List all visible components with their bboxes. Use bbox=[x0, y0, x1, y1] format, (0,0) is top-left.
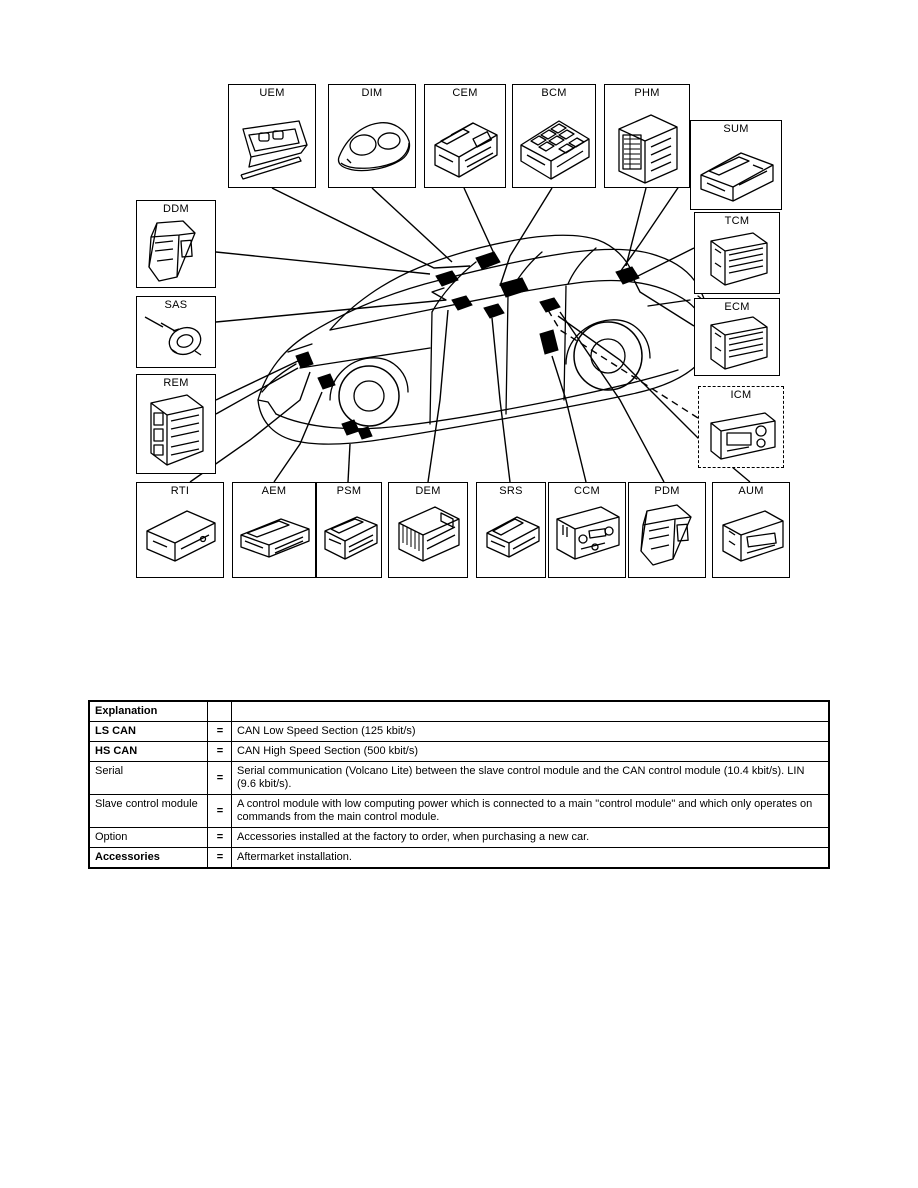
module-box-phm[interactable] bbox=[604, 84, 690, 188]
module-label-sum: SUM bbox=[723, 123, 749, 135]
module-label-srs: SRS bbox=[499, 485, 523, 497]
module-label-dem: DEM bbox=[415, 485, 441, 497]
passenger-door-module-icon bbox=[629, 497, 705, 577]
legend-description: Accessories installed at the factory to order, when purchasing a new car. bbox=[232, 828, 830, 848]
module-box-uem[interactable] bbox=[228, 84, 316, 188]
table-row bbox=[89, 848, 829, 869]
legend-description: A control module with low computing power which is connected to a main "control module" and which only operates on commands from the main control module. bbox=[232, 795, 830, 828]
module-box-ecm[interactable] bbox=[694, 298, 780, 376]
module-label-cem: CEM bbox=[452, 87, 478, 99]
module-box-rti[interactable] bbox=[136, 482, 224, 578]
rear-view-mirror-module-icon bbox=[229, 99, 315, 187]
module-box-dem[interactable] bbox=[388, 482, 468, 578]
driver-door-module-icon bbox=[137, 215, 215, 287]
module-label-rti: RTI bbox=[170, 485, 190, 497]
instrument-cluster-module-icon bbox=[329, 99, 415, 187]
supplemental-restraint-system-module-icon bbox=[477, 497, 545, 577]
auxiliary-electronic-module-icon bbox=[233, 497, 315, 577]
legend-description: CAN Low Speed Section (125 kbit/s) bbox=[232, 722, 830, 742]
legend-term: Serial bbox=[89, 762, 208, 795]
module-label-pdm: PDM bbox=[654, 485, 680, 497]
module-box-cem[interactable] bbox=[424, 84, 506, 188]
differential-electronic-module-icon bbox=[389, 497, 467, 577]
module-box-ddm[interactable] bbox=[136, 200, 216, 288]
legend-equals: = bbox=[208, 742, 232, 762]
legend-description: Aftermarket installation. bbox=[232, 848, 830, 869]
steering-angle-sensor-icon bbox=[137, 311, 215, 367]
module-box-icm[interactable] bbox=[698, 386, 784, 468]
module-box-sas[interactable] bbox=[136, 296, 216, 368]
module-box-bcm[interactable] bbox=[512, 84, 596, 188]
table-header-explanation: Explanation bbox=[89, 701, 208, 722]
audio-module-icon bbox=[713, 497, 789, 577]
table-row bbox=[89, 722, 829, 742]
passenger-seat-module-icon bbox=[317, 497, 381, 577]
legend-term: Accessories bbox=[89, 848, 208, 869]
module-label-bcm: BCM bbox=[541, 87, 567, 99]
module-label-sas: SAS bbox=[164, 299, 188, 311]
legend-term: HS CAN bbox=[89, 742, 208, 762]
rear-electronic-module-icon bbox=[137, 389, 215, 473]
module-label-tcm: TCM bbox=[724, 215, 750, 227]
table-header-description bbox=[232, 701, 830, 722]
module-label-phm: PHM bbox=[634, 87, 660, 99]
infotainment-control-module-icon bbox=[699, 401, 783, 467]
module-label-aum: AUM bbox=[738, 485, 764, 497]
phone-module-icon bbox=[605, 99, 689, 187]
module-box-sum[interactable] bbox=[690, 120, 782, 210]
module-box-srs[interactable] bbox=[476, 482, 546, 578]
central-electronic-module-icon bbox=[425, 99, 505, 187]
suspension-module-icon bbox=[691, 135, 781, 209]
module-label-ecm: ECM bbox=[724, 301, 750, 313]
legend-equals: = bbox=[208, 828, 232, 848]
module-box-aum[interactable] bbox=[712, 482, 790, 578]
table-header-equals bbox=[208, 701, 232, 722]
legend-equals: = bbox=[208, 762, 232, 795]
table-row bbox=[89, 795, 829, 828]
legend-equals: = bbox=[208, 795, 232, 828]
legend-term: LS CAN bbox=[89, 722, 208, 742]
table-row bbox=[89, 742, 829, 762]
legend-term: Option bbox=[89, 828, 208, 848]
legend-term: Slave control module bbox=[89, 795, 208, 828]
module-box-psm[interactable] bbox=[316, 482, 382, 578]
road-traffic-information-module-icon bbox=[137, 497, 223, 577]
transmission-control-module-icon bbox=[695, 227, 779, 293]
module-box-pdm[interactable] bbox=[628, 482, 706, 578]
module-label-ccm: CCM bbox=[574, 485, 600, 497]
module-label-uem: UEM bbox=[259, 87, 285, 99]
explanation-table bbox=[88, 700, 830, 869]
module-label-icm: ICM bbox=[730, 389, 752, 401]
climate-control-module-icon bbox=[549, 497, 625, 577]
module-box-aem[interactable] bbox=[232, 482, 316, 578]
legend-equals: = bbox=[208, 722, 232, 742]
module-label-aem: AEM bbox=[261, 485, 287, 497]
module-box-rem[interactable] bbox=[136, 374, 216, 474]
table-row bbox=[89, 762, 829, 795]
module-label-rem: REM bbox=[163, 377, 189, 389]
module-box-dim[interactable] bbox=[328, 84, 416, 188]
engine-control-module-icon bbox=[695, 313, 779, 375]
table-row bbox=[89, 828, 829, 848]
module-label-dim: DIM bbox=[361, 87, 383, 99]
legend-description: Serial communication (Volcano Lite) between the slave control module and the CAN control module (10.4 kbit/s). LIN (9.6 kbit/s). bbox=[232, 762, 830, 795]
table-header-row bbox=[89, 701, 829, 722]
module-box-ccm[interactable] bbox=[548, 482, 626, 578]
module-label-psm: PSM bbox=[336, 485, 362, 497]
module-label-ddm: DDM bbox=[163, 203, 189, 215]
brake-control-module-icon bbox=[513, 99, 595, 187]
legend-equals: = bbox=[208, 848, 232, 869]
legend-description: CAN High Speed Section (500 kbit/s) bbox=[232, 742, 830, 762]
module-box-tcm[interactable] bbox=[694, 212, 780, 294]
